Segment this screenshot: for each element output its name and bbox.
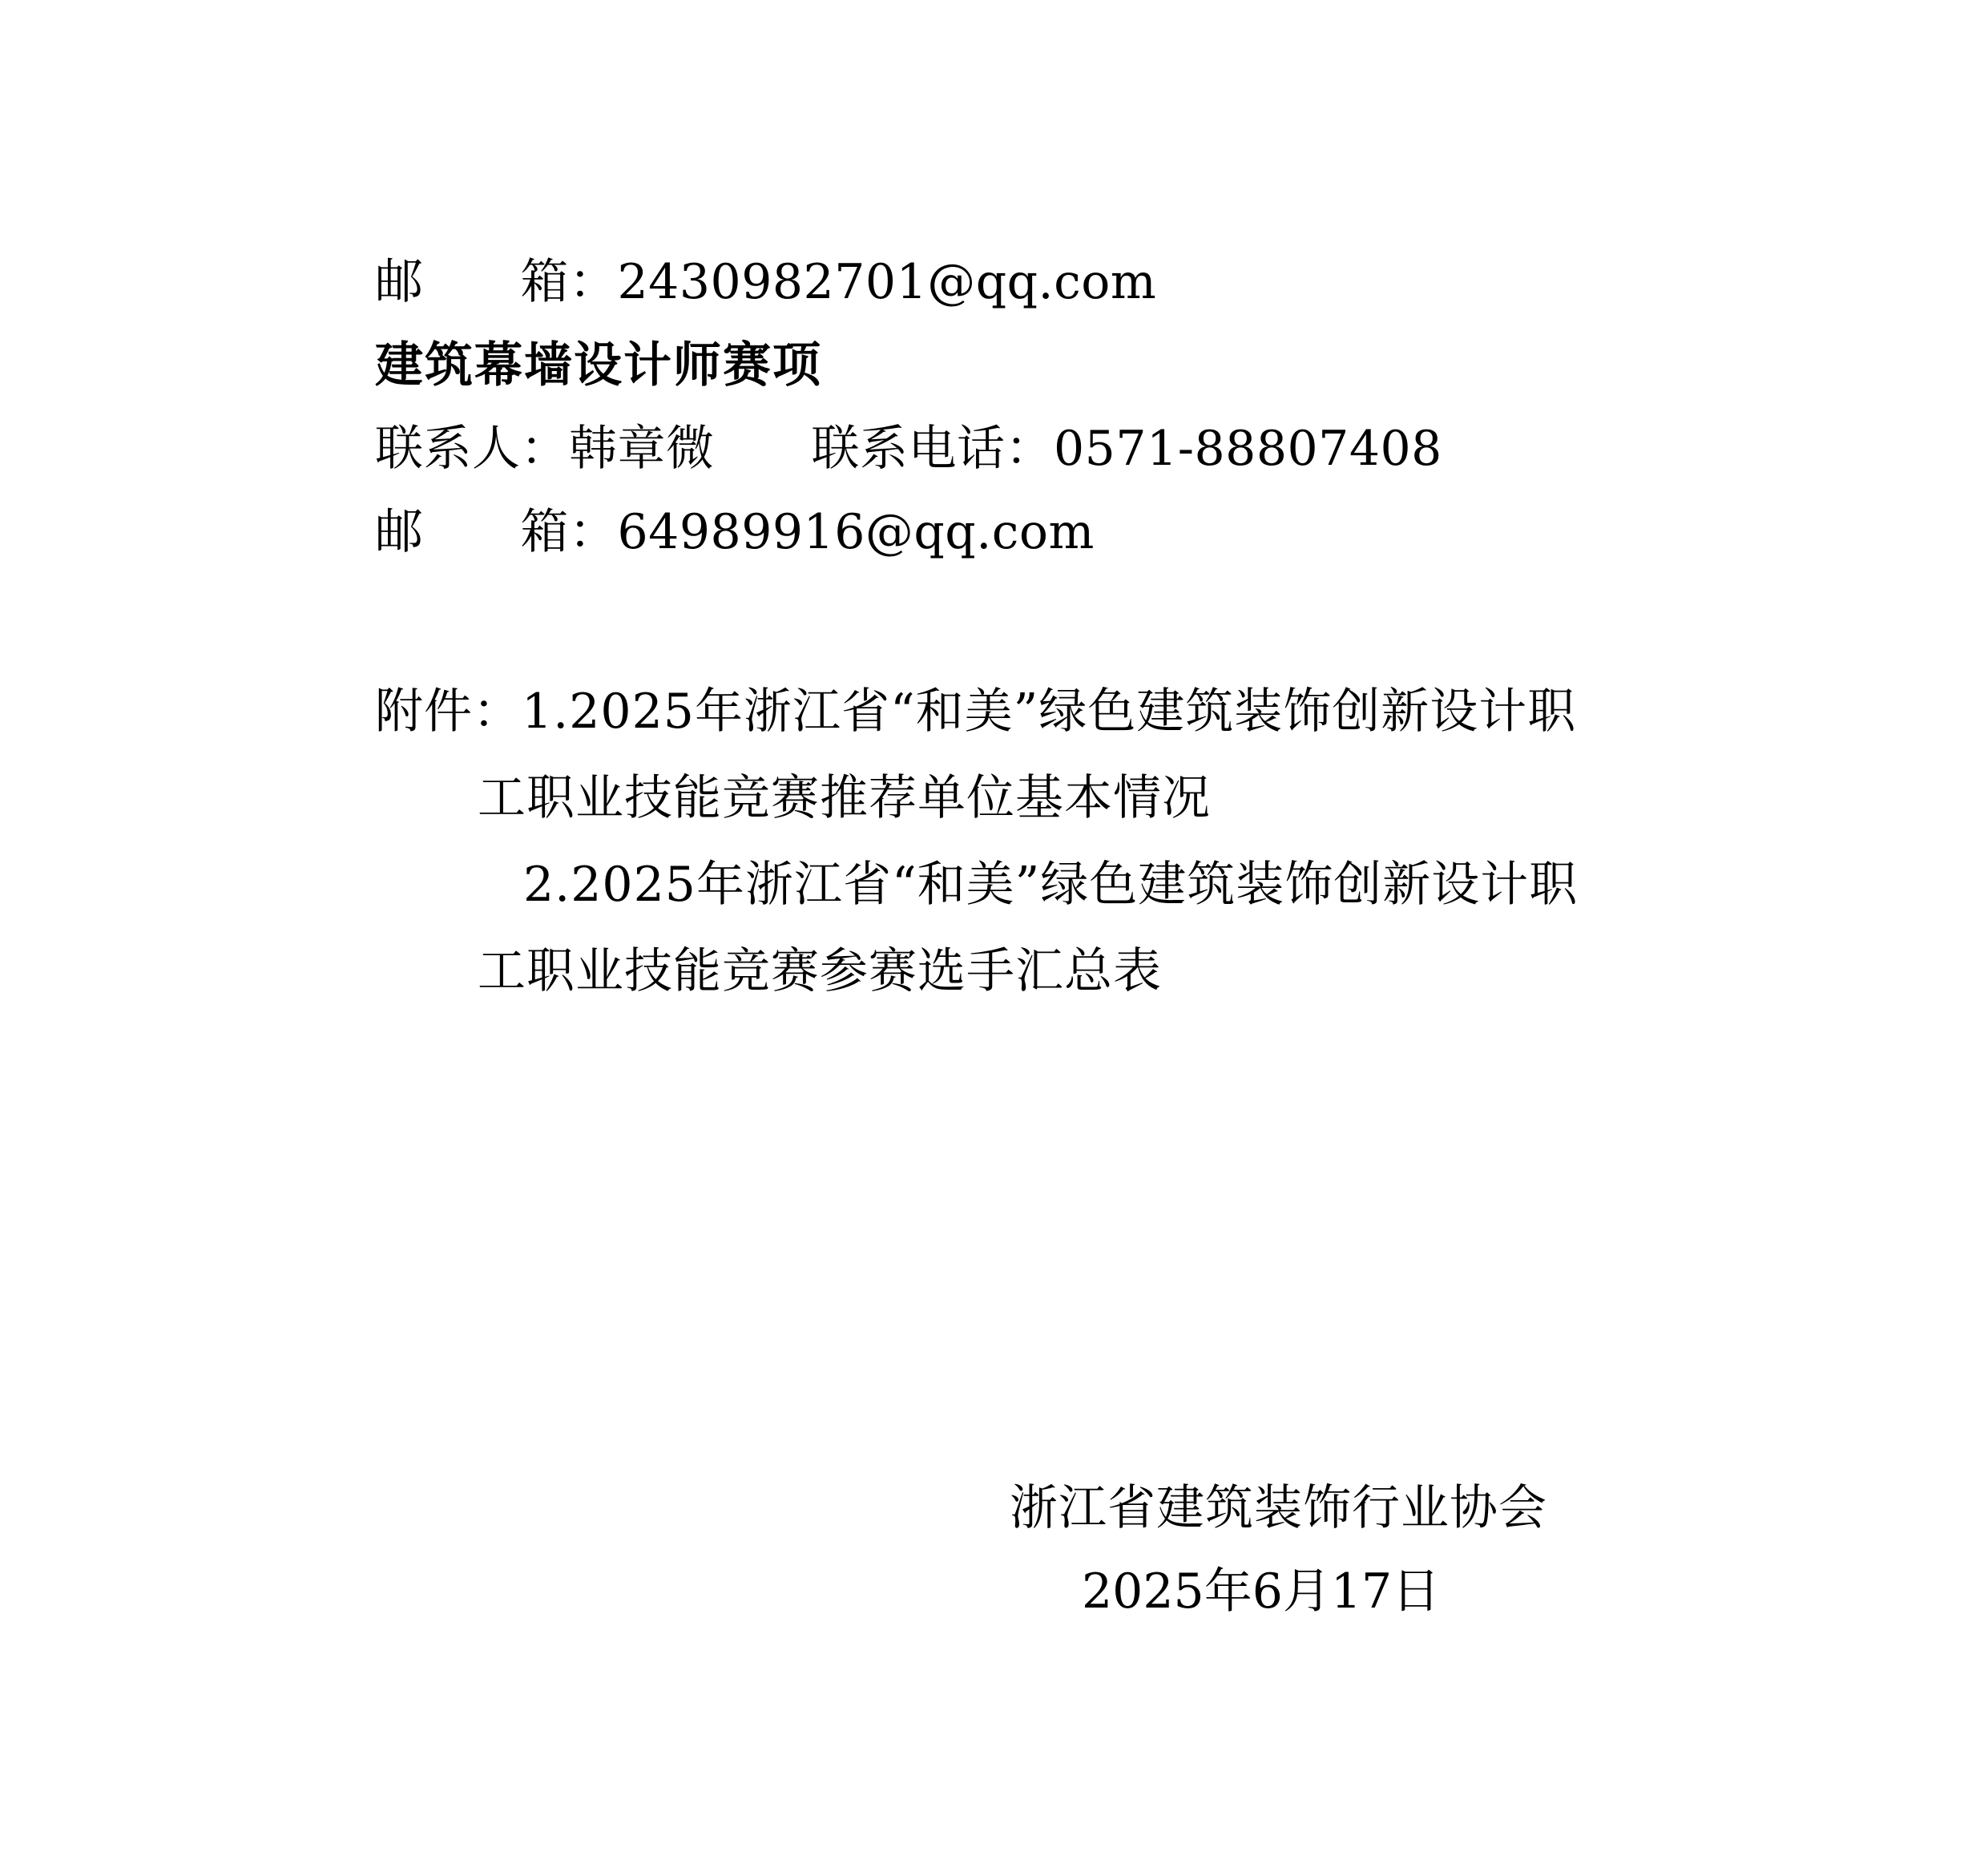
attachment-1-line-2: 工职业技能竞赛推荐单位基本情况 (478, 770, 1211, 826)
attachment-2-line-2: 工职业技能竞赛参赛选手汇总表 (478, 943, 1162, 999)
contact-person-line: 联系人：韩章微 联系电话：0571-88807408 (375, 421, 1442, 477)
contact-email-line-2: 邮 箱：64989916@qq.com (375, 504, 1095, 560)
section-heading-curtain-wall: 建筑幕墙设计师赛项 (375, 337, 822, 393)
attachment-2-line-1: 2.2025年浙江省“和美”绿色建筑装饰创新设计职 (523, 857, 1579, 913)
contact-email-line-1: 邮 箱：2430982701@qq.com (375, 254, 1157, 310)
signature-organization: 浙江省建筑装饰行业协会 (1010, 1480, 1547, 1536)
paragraph-spacer (375, 574, 1785, 668)
attachments-block (375, 668, 1785, 1015)
signature-date: 2025年6月17日 (1082, 1563, 1441, 1620)
signature-block (1010, 1467, 1667, 1633)
attachment-1-line-1: 附件：1.2025年浙江省“和美”绿色建筑装饰创新设计职 (375, 684, 1577, 740)
document-body (375, 240, 1785, 1015)
